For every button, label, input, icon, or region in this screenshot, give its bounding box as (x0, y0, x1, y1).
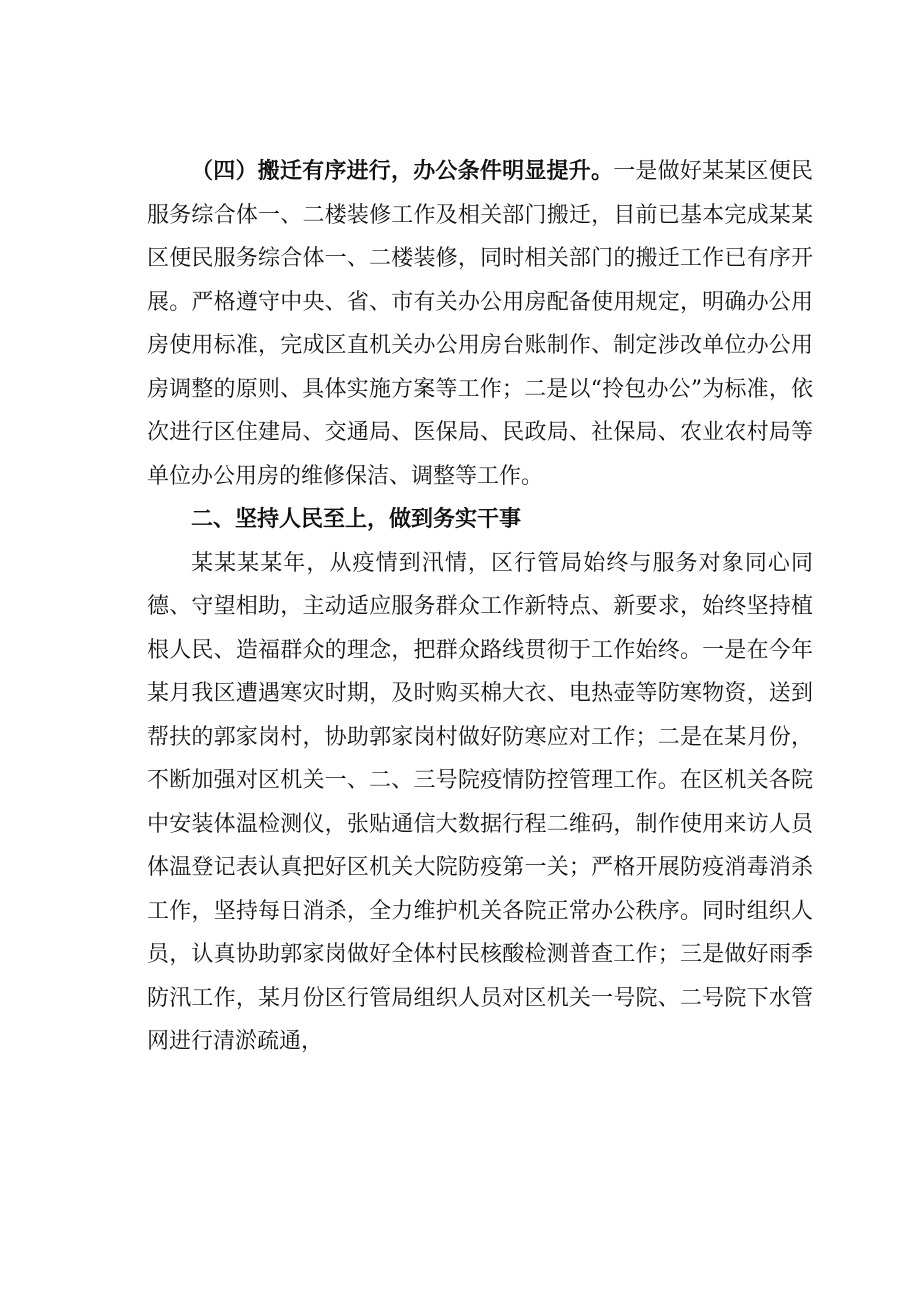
section-4-body: 一是做好某某区便民服务综合体一、二楼装修工作及相关部门搬迁，目前已基本完成某某区便民服务综合体一、二楼装修，同时相关部门的搬迁工作已有序开展。严格遵守中央、省、市有关办公用房配备使用规定，明确办公用房使用标准，完成区直机关办公用房台账制作、制定涉改单位办公用房调整的原则、具体实施方案等工作；二是以“拎包办公”为标准，依次进行区住建局、交通局、医保局、民政局、社保局、农业农村局等单位办公用房的维修保洁、调整等工作。 (147, 159, 813, 489)
section-2-paragraph: 某某某某年，从疫情到汛情，区行管局始终与服务对象同心同德、守望相助，主动适应服务群众工作新特点、新要求，始终坚持植根人民、造福群众的理念，把群众路线贯彻于工作始终。一是在今年某月我区遭遇寒灾时期，及时购买棉大衣、电热壶等防寒物资，送到帮扶的郭家岗村，协助郭家岗村做好防寒应对工作；二是在某月份，不断加强对区机关一、二、三号院疫情防控管理工作。在区机关各院中安装体温检测仪，张贴通信大数据行程二维码，制作使用来访人员体温登记表认真把好区机关大院防疫第一关；严格开展防疫消毒消杀工作，坚持每日消杀，全力维护机关各院正常办公秩序。同时组织人员，认真协助郭家岗做好全体村民核酸检测普查工作；三是做好雨季防汛工作，某月份区行管局组织人员对区机关一号院、二号院下水管网进行清淤疏通， (147, 550, 813, 1054)
section-heading-2: 二、坚持人民至上，做到务实干事 (191, 507, 522, 532)
section-4-lead: （四）搬迁有序进行，办公条件明显提升。 (191, 159, 614, 184)
document-page (147, 150, 813, 1064)
section-4-paragraph (147, 150, 813, 498)
